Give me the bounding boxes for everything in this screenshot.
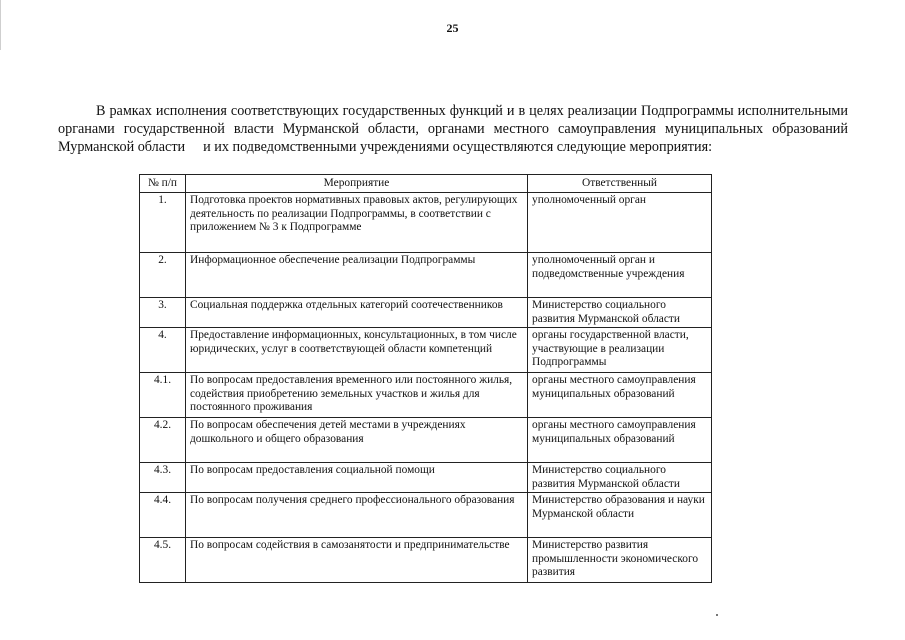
row-responsible: органы государственной власти, участвующие в реализации Подпрограммы: [528, 328, 712, 373]
table-row: [140, 373, 712, 418]
row-responsible: органы местного самоуправления муниципальных образований: [528, 418, 712, 463]
row-responsible: Министерство социального развития Мурманской области: [528, 298, 712, 328]
row-responsible: органы местного самоуправления муниципальных образований: [528, 373, 712, 418]
row-measure: По вопросам получения среднего профессионального образования: [186, 493, 528, 538]
row-number: 4.5.: [140, 538, 186, 583]
row-measure: По вопросам обеспечения детей местами в учреждениях дошкольного и общего образования: [186, 418, 528, 463]
table-row: [140, 253, 712, 298]
row-number: 4.: [140, 328, 186, 373]
row-responsible: Министерство образования и науки Мурманской области: [528, 493, 712, 538]
row-number: 4.1.: [140, 373, 186, 418]
row-number: 4.4.: [140, 493, 186, 538]
table-row: [140, 493, 712, 538]
row-measure: Подготовка проектов нормативных правовых актов, регулирующих деятельность по реализации Подпрограммы, в соответствии с приложением № 3 к Подпрограмме: [186, 193, 528, 253]
table-row: [140, 418, 712, 463]
table-row: [140, 538, 712, 583]
row-measure: По вопросам предоставления социальной помощи: [186, 463, 528, 493]
row-number: 4.2.: [140, 418, 186, 463]
intro-text-part2: и их подведомственными учреждениями осуществляются следующие мероприятия:: [203, 139, 713, 156]
table-header-row: [140, 175, 712, 193]
row-measure: По вопросам содействия в самозанятости и предпринимательстве: [186, 538, 528, 583]
row-measure: По вопросам предоставления временного или постоянного жилья, содействия приобретению земельных участков и жилья для постоянного проживания: [186, 373, 528, 418]
row-responsible: Министерство развития промышленности экономического развития: [528, 538, 712, 583]
row-responsible: уполномоченный орган: [528, 193, 712, 253]
intro-paragraph: [58, 102, 848, 156]
row-number: 4.3.: [140, 463, 186, 493]
table-row: [140, 298, 712, 328]
header-number: № п/п: [140, 175, 186, 193]
header-measure: Мероприятие: [186, 175, 528, 193]
scan-speck: [716, 614, 718, 616]
row-number: 3.: [140, 298, 186, 328]
measures-table: [139, 174, 712, 583]
row-measure: Предоставление информационных, консультационных, в том числе юридических, услуг в соответствующей области компетенций: [186, 328, 528, 373]
table-row: [140, 193, 712, 253]
row-number: 1.: [140, 193, 186, 253]
row-measure: Информационное обеспечение реализации Подпрограммы: [186, 253, 528, 298]
header-responsible: Ответственный: [528, 175, 712, 193]
intro-text-part1: В рамках исполнения соответствующих государственных функций и в целях реализации Подпрограммы исполнительными органами государственной власти Мурманской области, органами местного самоуправления муниципальных образований Мурманской области: [58, 103, 848, 156]
row-responsible: уполномоченный орган и подведомственные учреждения: [528, 253, 712, 298]
row-number: 2.: [140, 253, 186, 298]
row-responsible: Министерство социального развития Мурманской области: [528, 463, 712, 493]
page-number: 25: [446, 21, 459, 35]
table-row: [140, 328, 712, 373]
row-measure: Социальная поддержка отдельных категорий соотечественников: [186, 298, 528, 328]
table-row: [140, 463, 712, 493]
